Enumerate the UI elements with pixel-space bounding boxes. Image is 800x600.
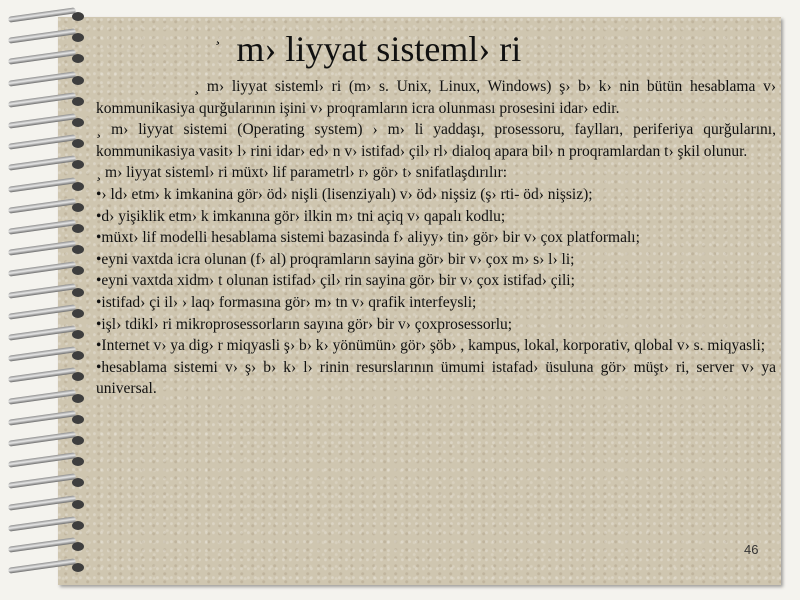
paragraph-intro: ¸ m› liyyat sisteml› ri (m› s. Unix, Linux, Windows) ş› b› k› nin bütün hesablama v› kommunikasiya qurğularının işini v› proqramların icra olunması prosesini idar› edir.: [96, 78, 776, 117]
binding-coil: [8, 349, 88, 361]
binding-coil: [8, 392, 88, 404]
binding-coil: [8, 95, 88, 107]
binding-coil: [8, 519, 88, 531]
binding-coil: [8, 286, 88, 298]
binding-coil: [8, 116, 88, 128]
binding-coil: [8, 328, 88, 340]
binding-coil: [8, 158, 88, 170]
binding-coil: [8, 540, 88, 552]
bullet-item: •eyni vaxtda icra olunan (f› al) proqramların sayina gör› bir v› çox m› s› l› li;: [96, 250, 575, 268]
bullet-item: •istifad› çi il› › laq› formasına gör› m› tn v› qrafik interfeysli;: [96, 293, 477, 311]
binding-coil: [8, 413, 88, 425]
paragraph-definition: ¸ m› liyyat sistemi (Operating system) › m› li yaddaşı, prosessoru, faylları, periferiya qurğularını, kommunikasiya vasit› l› rini idar› ed› n v› istifad› çil› rl› dialoq apara bil› n proqramlardan t› şkil olunur.: [96, 121, 776, 160]
title-mark: ¸: [215, 28, 221, 45]
bullet-item: •› ld› etm› k imkanina gör› öd› nişli (lisenziyalı) v› öd› nişsiz (ş› rti- öd› nişsiz);: [96, 185, 593, 203]
title-text: m› liyyat sisteml› ri: [236, 29, 522, 69]
binding-coil: [8, 561, 88, 573]
bullet-item: •Internet v› ya dig› r miqyasli ş› b› k› yönümün› gör› şöb› , kampus, lokal, korporativ, qlobal v› s. miqyasli;: [96, 337, 766, 355]
binding-coil: [8, 52, 88, 64]
binding-coil: [8, 201, 88, 213]
paragraph-classification: ¸ m› liyyat sisteml› ri müxt› lif parametrl› r› gör› t› snifatlaşdırılır:: [96, 164, 508, 182]
binding-coil: [8, 222, 88, 234]
binding-coil: [8, 74, 88, 86]
binding-coil: [8, 434, 88, 446]
binding-coil: [8, 31, 88, 43]
bullet-item: •d› yişiklik etm› k imkanına gör› ilkin m› tni açiq v› qapalı kodlu;: [96, 207, 506, 225]
page-number: 46: [744, 542, 759, 557]
bullet-item: •müxt› lif modelli hesablama sistemi bazasinda f› aliyy› tin› gör› bir v› çox platformalı;: [96, 229, 640, 247]
binding-coil: [8, 370, 88, 382]
binding-coil: [8, 476, 88, 488]
binding-coil: [8, 455, 88, 467]
binding-coil: [8, 307, 88, 319]
binding-coil: [8, 264, 88, 276]
bullet-item: •hesablama sistemi v› ş› b› k› l› rinin resurslarının ümumi istafad› üsuluna gör› müşt› ri, server v› ya universal.: [96, 358, 776, 398]
binding-coil: [8, 243, 88, 255]
binding-coil: [8, 137, 88, 149]
slide-title: [215, 28, 735, 70]
bullet-item: •işl› tdikl› ri mikroprosessorların sayına gör› bir v› çoxprosessorlu;: [96, 315, 513, 333]
binding-coil: [8, 180, 88, 192]
slide-body: [96, 76, 776, 400]
bullet-item: •eyni vaxtda xidm› t olunan istifad› çil› rin sayina gör› bir v› çox istifad› çili;: [96, 272, 575, 290]
binding-coil: [8, 10, 88, 22]
spiral-binding: [0, 10, 95, 590]
binding-coil: [8, 498, 88, 510]
